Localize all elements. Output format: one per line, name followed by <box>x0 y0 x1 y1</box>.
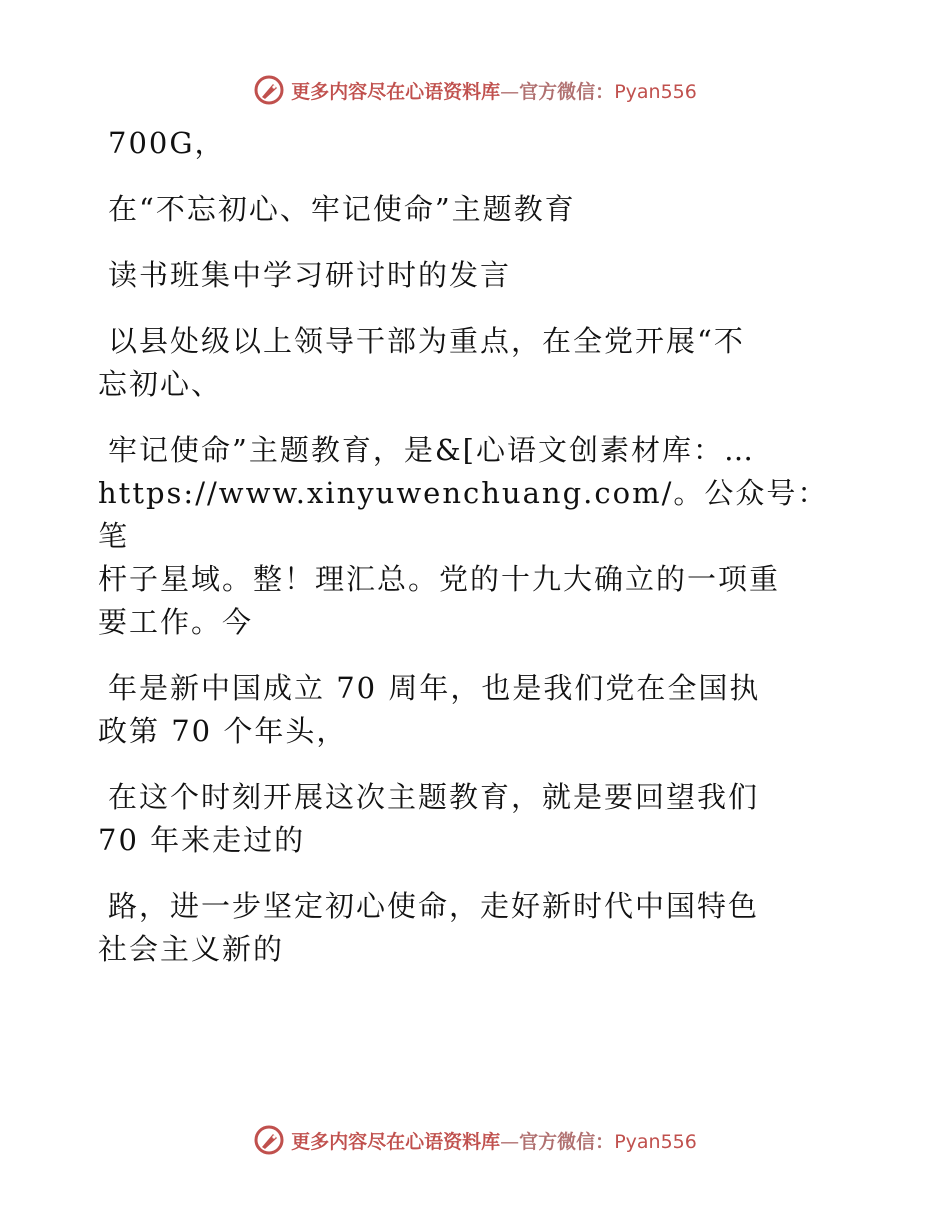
text-line: 以县处级以上领导干部为重点，在全党开展“不 <box>108 324 745 358</box>
document-body <box>98 122 858 994</box>
text-line: 在“不忘初心、牢记使命”主题教育 <box>108 192 576 226</box>
banner-wechat-label: 官方微信： <box>519 80 615 103</box>
paragraph <box>98 320 858 406</box>
footer-banner <box>0 1120 950 1160</box>
paragraph <box>98 885 858 971</box>
text-line: 要工作。今 <box>98 605 254 639</box>
banner-text <box>291 1127 697 1154</box>
text-line: https://www.xinyuwenchuang.com/。公众号：笔 <box>98 476 829 553</box>
pen-nib-logo-icon <box>253 1124 285 1156</box>
text-line: 忘初心、 <box>98 367 223 401</box>
banner-wechat-id: Pyan556 <box>614 1130 697 1153</box>
text-line: 路，进一步坚定初心使命，走好新时代中国特色 <box>108 889 760 923</box>
paragraph <box>98 776 858 862</box>
pen-nib-logo-icon <box>253 74 285 106</box>
banner-main-text: 更多内容尽在心语资料库 <box>291 80 501 103</box>
banner-separator: — <box>500 80 520 103</box>
paragraph <box>98 188 858 231</box>
text-line: 700G， <box>108 126 226 160</box>
text-line: 70 年来走过的 <box>98 823 306 857</box>
text-line: 政第 70 个年头， <box>98 714 348 748</box>
text-line: 在这个时刻开展这次主题教育，就是要回望我们 <box>108 780 760 814</box>
paragraph <box>98 667 858 753</box>
banner-wechat-label: 官方微信： <box>519 1130 615 1153</box>
text-line: 社会主义新的 <box>98 932 285 966</box>
paragraph <box>98 429 858 644</box>
banner-main-text: 更多内容尽在心语资料库 <box>291 1130 501 1153</box>
text-line: 牢记使命”主题教育，是&[心语文创素材库：… <box>108 433 755 467</box>
text-line: 读书班集中学习研讨时的发言 <box>108 258 512 292</box>
paragraph <box>98 122 858 165</box>
header-banner <box>0 70 950 110</box>
paragraph <box>98 254 858 297</box>
banner-text <box>291 77 697 104</box>
banner-separator: — <box>500 1130 520 1153</box>
text-line: 年是新中国成立 70 周年，也是我们党在全国执 <box>108 671 761 705</box>
banner-wechat-id: Pyan556 <box>614 80 697 103</box>
text-line: 杆子星域。整！理汇总。党的十九大确立的一项重 <box>98 562 781 596</box>
